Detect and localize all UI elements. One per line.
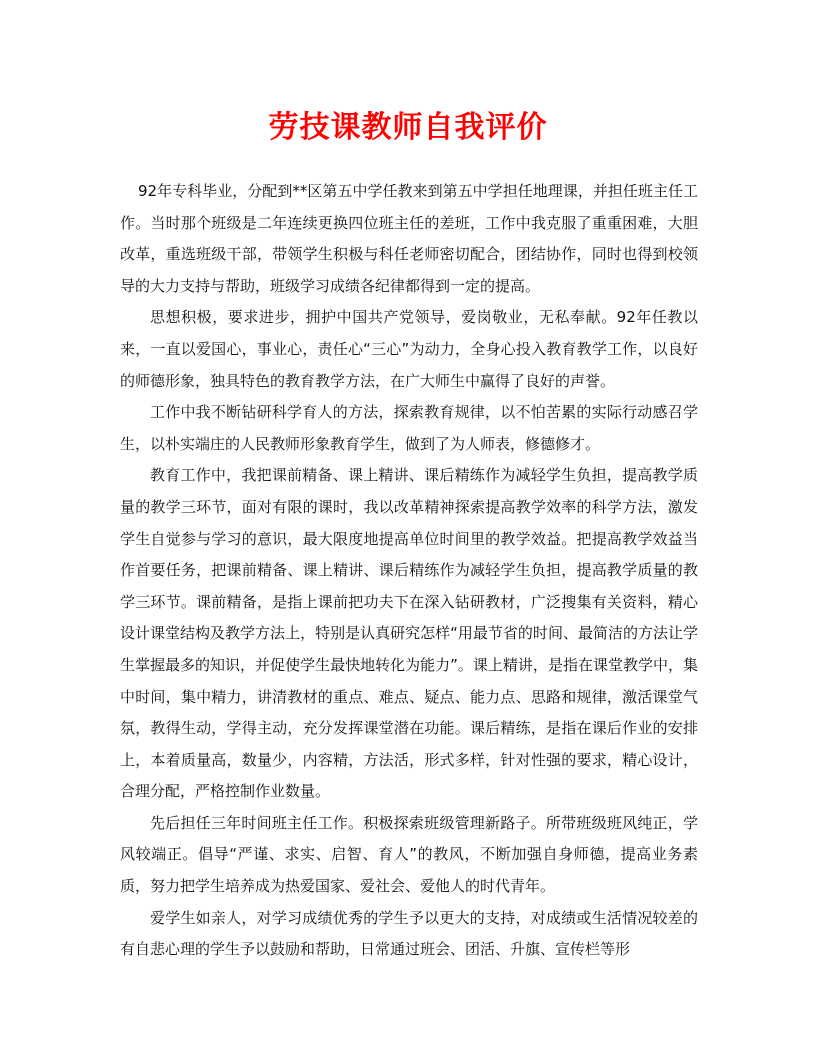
paragraph-1: 92年专科毕业，分配到**区第五中学任教来到第五中学担任地理课，并担任班主任工作。当时那个班级是二年连续更换四位班主任的差班，工作中我克服了重重困难，大胆改革，重选班级干部，带领学生积极与科任老师密切配合，团结协作，同时也得到校领导的大力支持与帮助，班级学习成绩各纪律都得到一定的提高。 xyxy=(120,182,698,295)
document-body xyxy=(120,176,698,966)
paragraph-3: 工作中我不断钻研科学育人的方法，探索教育规律，以不怕苦累的实际行动感召学生，以朴实端庄的人民教师形象教育学生，做到了为人师表，修德修才。 xyxy=(120,403,698,453)
paragraph-6: 爱学生如亲人，对学习成绩优秀的学生予以更大的支持，对成绩或生活情况较差的有自悲心理的学生予以鼓励和帮助，日常通过班会、团活、升旗、宣传栏等形 xyxy=(120,908,698,959)
document-title: 劳技课教师自我评价 xyxy=(268,110,548,145)
paragraph-4: 教育工作中，我把课前精备、课上精讲、课后精练作为减轻学生负担，提高教学质量的教学三环节，面对有限的课时，我以改革精神探索提高教学效率的科学方法，激发学生自觉参与学习的意识，最大限度地提高单位时间里的教学效益。把提高教学效益当作首要任务，把课前精备、课上精讲、课后精练作为减轻学生负担，提高教学质量的教学三环节。课前精备，是指上课前把功夫下在深入钻研教材，广泛搜集有关资料，精心设计课堂结构及教学方法上，特别是认真研究怎样“用最节省的时间、最简洁的方法让学生掌握最多的知识，并促使学生最快地转化为能力”。课上精讲，是指在课堂教学中，集中时间，集中精力，讲清教材的重点、难点、疑点、能力点、思路和规律，激活课堂气氛，教得生动，学得主动，充分发挥课堂潜在功能。课后精练，是指在课后作业的安排上，本着质量高，数量少，内容精，方法活，形式多样，针对性强的要求，精心设计，合理分配，严格控制作业数量。 xyxy=(120,466,698,801)
paragraph-2: 思想积极，要求进步，拥护中国共产党领导，爱岗敬业，无私奉献。92年任教以来，一直以爱国心，事业心，责任心“三心”为动力，全身心投入教育教学工作，以良好的师德形象，独具特色的教育教学方法，在广大师生中赢得了良好的声誉。 xyxy=(120,308,698,390)
paragraph-5: 先后担任三年时间班主任工作。积极探索班级管理新路子。所带班级班风纯正，学风较端正。倡导“严谨、求实、启智、育人”的教风，不断加强自身师德，提高业务素质，努力把学生培养成为热爱国家、爱社会、爱他人的时代青年。 xyxy=(120,813,698,896)
